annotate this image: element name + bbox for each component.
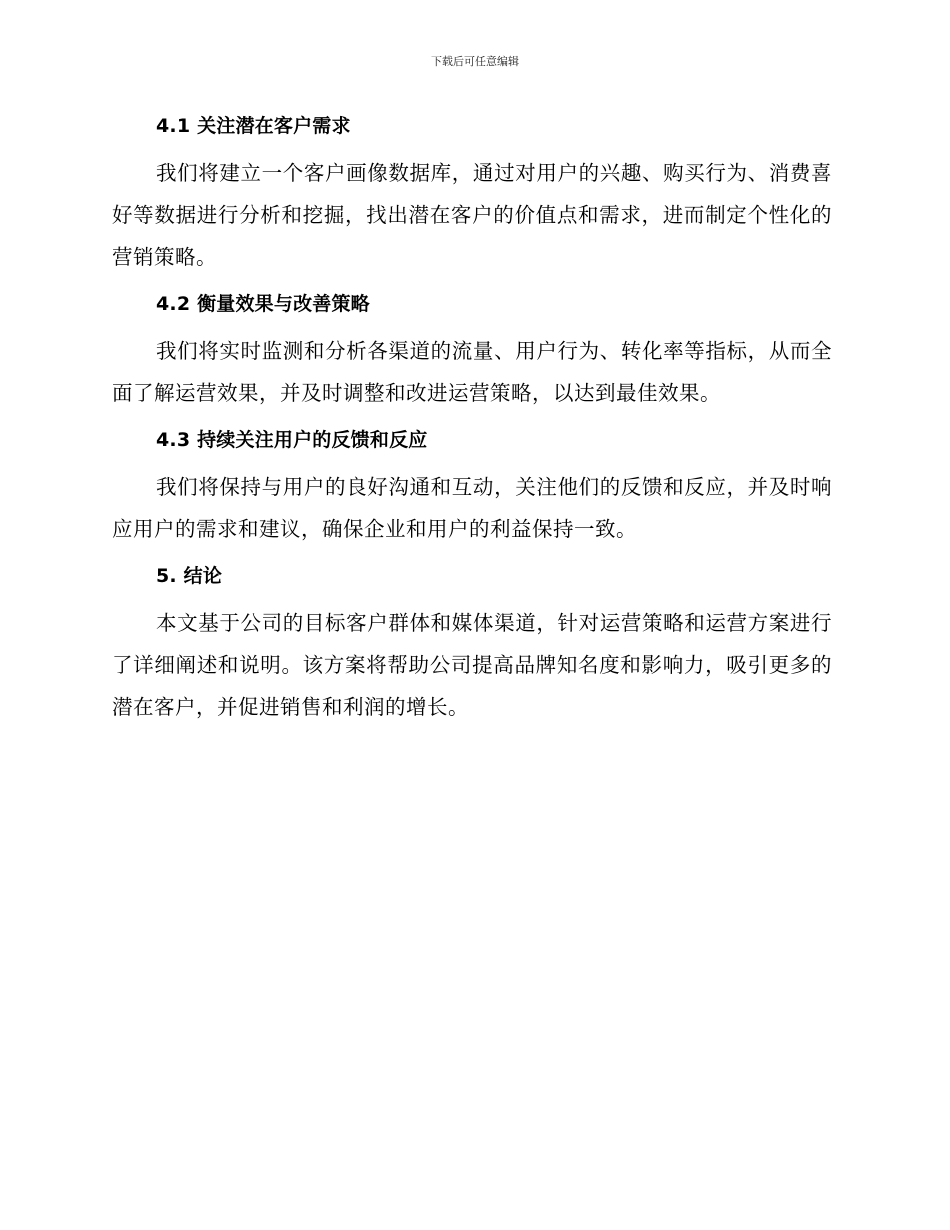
section-paragraph-4-1: 我们将建立一个客户画像数据库，通过对用户的兴趣、购买行为、消费喜好等数据进行分析和挖掘，找出潜在客户的价值点和需求，进而制定个性化的营销策略。	[112, 161, 832, 269]
section-paragraph-4-2: 我们将实时监测和分析各渠道的流量、用户行为、转化率等指标，从而全面了解运营效果，并及时调整和改进运营策略，以达到最佳效果。	[112, 339, 832, 405]
section-paragraph-5: 本文基于公司的目标客户群体和媒体渠道，针对运营策略和运营方案进行了详细阐述和说明。该方案将帮助公司提高品牌知名度和影响力，吸引更多的潜在客户，并促进销售和利润的增长。	[112, 611, 832, 719]
page-header: 下载后可任意编辑	[431, 55, 519, 68]
section-heading-4-2: 4.2 衡量效果与改善策略	[156, 293, 370, 315]
section-paragraph-4-3: 我们将保持与用户的良好沟通和互动，关注他们的反馈和反应，并及时响应用户的需求和建议，确保企业和用户的利益保持一致。	[112, 475, 832, 541]
section-heading-4-1: 4.1 关注潜在客户需求	[156, 115, 351, 137]
section-heading-5: 5. 结论	[156, 565, 223, 587]
document-body	[112, 108, 832, 736]
section-heading-4-3: 4.3 持续关注用户的反馈和反应	[156, 429, 428, 451]
